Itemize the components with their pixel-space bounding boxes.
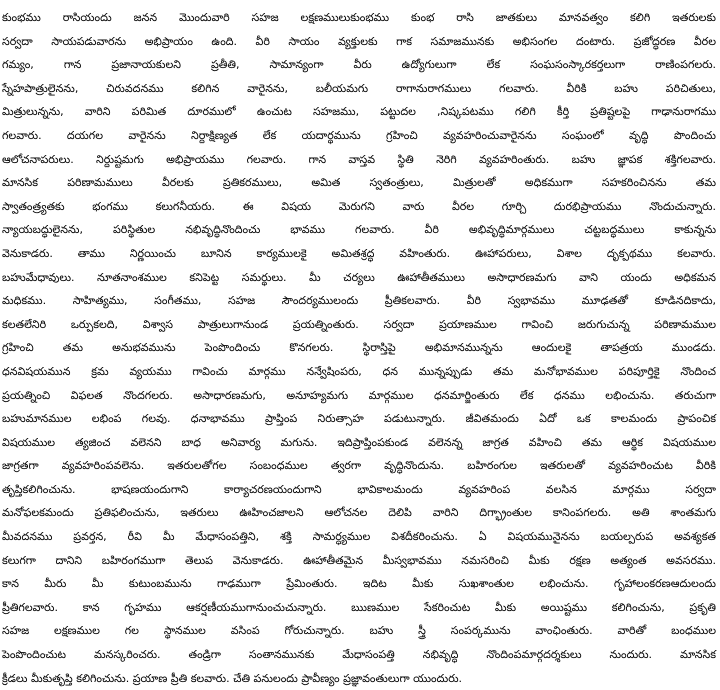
text-line: ధనవిషయమున క్రమ వ్యయము గావించు మార్గము నన్వేషింపరు, ధన మున్నప్పుడు తమ మనోభావముల పరిపూర్తికై నొందించ bbox=[2, 364, 716, 378]
horoscope-text-body bbox=[2, 6, 716, 685]
text-line: కాన మీరు మీ కుటుంబమును గాఢముగా ప్రేమింతురు. ఇదిట మీకు సుఖశాంతుల లభించును. గృహాలంకరణఆదులందు bbox=[2, 577, 716, 591]
text-line: మానసిక పరిణామములు వీరలకు ప్రతికరములు, అమిత స్వతంత్రులు, మిత్రులతో అధికముగా సహకరించినను తమ bbox=[2, 176, 716, 190]
text-line: ఆలోచనాపరులు. నిర్దుష్టమగు అభిప్రాయము గలవారు. గాన వాస్తవ స్థితి నెరిగి వ్యవహరింతురు. బహు జ్ఞాపక శక్తిగలవారు. bbox=[2, 152, 716, 166]
text-line: పెంపొందించుట మనస్కరించరు. తండ్రిగా సంతానమునకు మేధాసంపత్తి నభివృద్ధి నొందింపమార్గదర్శకులు నుందురు. మానసిక bbox=[2, 648, 716, 662]
text-line: జాగ్రతగా వ్యవహరింపవలెను. ఇతరులతోగల సంబంధముల త్వరగా వృద్ధినొందును. బహిరంగుల ఇతరులతో వ్యవహరించుట వీరికి bbox=[2, 459, 716, 473]
text-line: మనోఫలకమందు ప్రతిఫలించును, ఇతరులు ఊహించజాలని ఆలోచనల దెలిపి వారిని దిగ్భ్రాంతుల కానింపగలరు. అతి శాంతమగు bbox=[2, 506, 716, 520]
text-line: న్యాయబద్ధులైనను, పరిస్థితుల నభివృద్ధినొందించు భావము గలవారు. వీరి అభివృద్ధిమార్గములు చట్టబద్ధములు కాకున్నను bbox=[2, 223, 716, 237]
text-line: స్వాతంత్ర్యతకు భంగము కలుగనీయరు. ఈ విషయ మెరుగని వారు వీరల గూర్చి దురభిప్రాయము నొందుచున్నారు. bbox=[2, 199, 716, 213]
text-line: సర్వదా సాయపడువారను అభిప్రాయం ఉంది. వీరి సాయం వ్యక్తులకు గాక సమాజమునకు అభిసంగల దంటారు. ప్రజోద్ధరణ వీరల bbox=[2, 34, 716, 48]
text-line: బహుమానముల లభింప గలవు. ధనాభావము ప్రాప్తింప నిరుత్సాహ పడుటున్నారు. జీవితమందు ఏదో ఒక కాలమందు ప్రాపంచిక bbox=[2, 412, 716, 426]
text-line: కుంభము రాసియందు జనన మొందువారి సహజ లక్షణములుకుంభము కుంభ రాసి జాతకులు మానవత్వం కలిగి ఇతరులకు bbox=[2, 11, 716, 24]
text-line: విషయముల త్యజించ వలెనని బాధ అనివార్య మగును. ఇదిప్రాప్తింపకుండ వలెనన్న జాగ్రత వహించి తమ ఆర్థిక విషయముల bbox=[2, 435, 716, 449]
text-line: మధికము. సాహిత్యము, సంగీతము, సహజ సౌందర్యములందు ప్రీతికలవారు. వీరి స్వభావము మూఢతతో కూడినదికాదు, bbox=[2, 294, 716, 308]
text-line: గలవారు. దయగల వారైనను నిర్దాక్షిణ్యత లేక యదార్థమును గ్రహించి వ్యవహరించువారైనను సంఘంలో వృద్ధి పొందించు bbox=[2, 128, 716, 142]
text-line: కలుగగా దానిని బహిరంగముగా తెలుప వెనుకాడరు. ఊహాతీతమైన మీస్వభావము నమసరించి మీకు రక్షణ అత్యంత అవసరము. bbox=[2, 553, 716, 567]
text-line: వెనుకాడరు. తాము నిర్ణయించు బూనిన కార్యములకై అమితశ్రద్ధ వహింతురు. ఊహాపరులు, విశాల దృక్పథము కలవారు. bbox=[2, 246, 716, 260]
text-line: కలతలేనిరి ఒర్పుకలది, విశ్వాస పాత్రులుగానుండ ప్రయత్నింతురు. సర్వదా ప్రయాణముల గావించి జరుగుచున్న పరిణామముల bbox=[2, 317, 716, 331]
text-line: మిత్రులున్నను, వారిని పరిమిత దూరములో ఉంచుట సహజము, పట్టుదల ,నిష్కపటము గలిగి కీర్తి ప్రతిష్టలపై గాఢానురాగము bbox=[2, 105, 716, 119]
text-line: గ్రహించి తమ అనుభవమును పెంపొందించు కొనగలరు. స్థిరాస్తిపై అభిమానమున్నను ఆందులకై తాపత్రయ ముండదు. bbox=[2, 341, 716, 355]
text-line: తృప్తికలిగించును. భాషణయందుగాని కార్యాచరణయందుగాని భావికాలమందు వ్యవహరింప వలసిన మార్గము సర్వదా bbox=[2, 482, 716, 496]
text-line: స్నేహపాత్రులైనను, చిరువదనము కలిగిన వారైనను, బలీయమగు రాగానురాగములు గలవారు. వీరికి బహు పరిచితులు, bbox=[2, 81, 716, 95]
text-line: మీవదనము ప్రవర్తన, రీవి మీ మేధాసంపత్తిని, శక్తి సామర్ధ్యముల విశదీకరించును. ఏ విషయమునైనను బయల్పరుప అవశ్యకత bbox=[2, 530, 716, 544]
text-line: బహుమేధావులు. నూతనాంశముల కనిపెట్ట సమర్థులు. మీ చర్యలు ఊహాతీతములు అసాధారణమగు వాని యందు అధికమన bbox=[2, 270, 716, 284]
text-line: ప్రీతిగలవారు. కాన గృహము ఆకర్షణీయముగానుంచుచున్నారు. ఋణముల సేకరించుట మీకు అయిష్టము కలిగించును, ప్రకృతి bbox=[2, 600, 716, 614]
text-line: సహజ లక్షణముల గల స్థానముల వసింప గోరుచున్నారు. బహు స్త్రీ సంపర్కమును వాంఛింతురు. వారితో బంధముల bbox=[2, 624, 716, 638]
text-line: క్రీడలు మీకుతృప్తి కలిగించును. ప్రయాణ ప్రీతి కలవారు. చేతి పనులందు ప్రావీణ్యం ప్రజ్ఞావంతులుగా యుందురు. bbox=[2, 671, 463, 685]
text-line: ప్రయత్నించి విఫలత నొందగలరు. అసాధారణమగు, అనూహ్యమగు మార్గముల ధనమార్జింతురు లేక ధనము లభించును. తరుచుగా bbox=[2, 388, 716, 402]
text-line: గమ్యం, గాన ప్రజానాయకులని ప్రతీతి, సామాన్యంగా వీరు ఉద్యోగులుగా లేక సంఘసంస్కారకర్తలుగా రాణింపగలరు. bbox=[2, 58, 716, 72]
